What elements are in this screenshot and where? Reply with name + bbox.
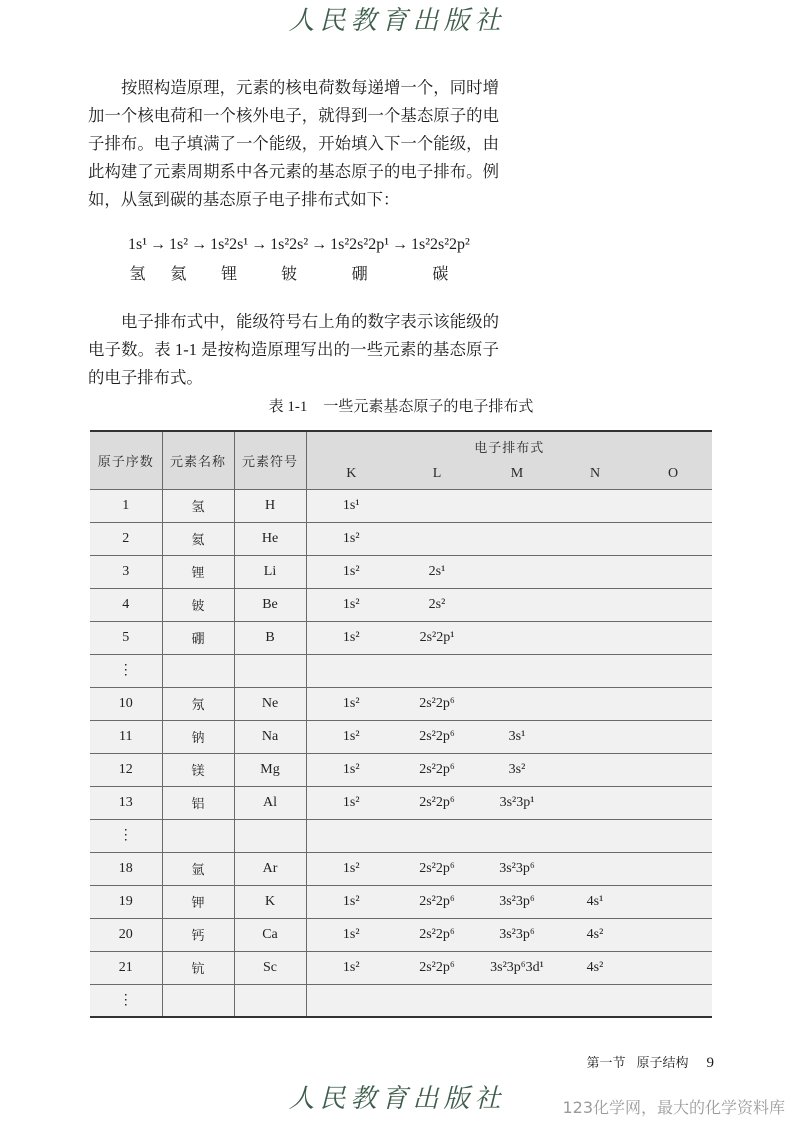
cell-atomic-number: 5 (90, 621, 162, 654)
cell-shell-m (478, 588, 556, 621)
configuration-term (169, 233, 188, 287)
cell-shell-m: 3s¹ (478, 720, 556, 753)
cell-shell-l (396, 489, 478, 522)
paragraph-line: 子排布。电子填满了一个能级，开始填入下一个能级，由 (88, 134, 499, 153)
cell-element-name: 硼 (162, 621, 234, 654)
cell-element-name: 氩 (162, 852, 234, 885)
cell-shell-k: 1s² (306, 687, 396, 720)
cell-atomic-number: ⋮ (90, 819, 162, 852)
table-row (90, 753, 712, 786)
configuration-formula: 1s¹ (128, 236, 148, 253)
cell-atomic-number: 18 (90, 852, 162, 885)
cell-shell-o (634, 885, 712, 918)
header-atomic-number: 原子序数 (90, 431, 162, 489)
paragraph-line: 加一个核电荷和一个核外电子，就得到一个基态原子的电 (88, 106, 499, 125)
header-shell-o: O (634, 460, 712, 489)
cell-shell-l: 2s²2p⁶ (396, 951, 478, 984)
cell-element-symbol (234, 819, 306, 852)
cell-shell-l: 2s²2p⁶ (396, 753, 478, 786)
cell-shell-l (396, 654, 478, 687)
right-arrow-icon: → (150, 236, 167, 253)
cell-element-name: 钾 (162, 885, 234, 918)
cell-shell-l: 2s²2p⁶ (396, 885, 478, 918)
cell-element-name: 镁 (162, 753, 234, 786)
cell-atomic-number: 11 (90, 720, 162, 753)
configuration-term (411, 233, 470, 287)
cell-element-symbol: Na (234, 720, 306, 753)
cell-shell-l (396, 984, 478, 1017)
configuration-term (128, 233, 147, 287)
cell-shell-n (556, 984, 634, 1017)
cell-element-name: 钠 (162, 720, 234, 753)
cell-shell-n (556, 687, 634, 720)
table-caption-text: 一些元素基态原子的电子排布式 (323, 399, 534, 415)
cell-shell-l (396, 522, 478, 555)
cell-shell-l: 2s² (396, 588, 478, 621)
table-row (90, 555, 712, 588)
table-row (90, 852, 712, 885)
cell-atomic-number: 21 (90, 951, 162, 984)
header-element-symbol: 元素符号 (234, 431, 306, 489)
watermark-text: 123化学网，最大的化学资料库 (562, 1098, 785, 1117)
cell-element-name (162, 819, 234, 852)
table-row (90, 786, 712, 819)
cell-shell-k: 1s² (306, 786, 396, 819)
footer-section-title: 原子结构 (636, 1055, 689, 1070)
paragraph-line: 按照构造原理，元素的核电荷数每递增一个，同时增 (121, 78, 499, 97)
cell-shell-o (634, 786, 712, 819)
cell-shell-k: 1s² (306, 852, 396, 885)
electron-configuration-table (90, 430, 712, 1018)
cell-shell-m: 3s²3p⁶ (478, 885, 556, 918)
cell-shell-o (634, 819, 712, 852)
cell-element-symbol: Ar (234, 852, 306, 885)
cell-shell-k: 1s² (306, 918, 396, 951)
cell-shell-m: 3s²3p⁶ (478, 852, 556, 885)
cell-shell-n (556, 786, 634, 819)
cell-atomic-number: 3 (90, 555, 162, 588)
cell-shell-o (634, 588, 712, 621)
cell-element-symbol: He (234, 522, 306, 555)
table-row (90, 720, 712, 753)
cell-shell-n (556, 621, 634, 654)
header-shell-k: K (306, 460, 396, 489)
intro-paragraph (88, 74, 499, 214)
cell-shell-l (396, 819, 478, 852)
header-shell-n: N (556, 460, 634, 489)
cell-shell-k: 1s² (306, 621, 396, 654)
cell-shell-m: 3s²3p⁶ (478, 918, 556, 951)
cell-shell-l: 2s²2p⁶ (396, 786, 478, 819)
paragraph-line: 的电子排布式。 (88, 368, 203, 387)
table-header-row (90, 431, 712, 460)
configuration-formula: 1s²2s²2p¹ (330, 236, 389, 253)
cell-shell-o (634, 621, 712, 654)
cell-shell-l: 2s²2p¹ (396, 621, 478, 654)
page-footer (586, 1052, 714, 1074)
right-arrow-icon: → (191, 236, 208, 253)
table-row (90, 621, 712, 654)
table-row (90, 819, 712, 852)
cell-shell-n: 4s² (556, 918, 634, 951)
cell-element-name (162, 654, 234, 687)
cell-shell-o (634, 555, 712, 588)
table-row (90, 885, 712, 918)
paragraph-line: 电子排布式中，能级符号右上角的数字表示该能级的 (121, 312, 499, 331)
element-name-label: 铍 (281, 266, 298, 283)
publisher-logo: 人民教育出版社 (288, 6, 506, 36)
cell-shell-o (634, 687, 712, 720)
cell-shell-o (634, 951, 712, 984)
cell-shell-l: 2s²2p⁶ (396, 687, 478, 720)
table-row (90, 918, 712, 951)
element-name-label: 锂 (221, 266, 238, 283)
cell-element-symbol: B (234, 621, 306, 654)
cell-element-symbol: Sc (234, 951, 306, 984)
cell-atomic-number: 20 (90, 918, 162, 951)
cell-shell-m: 3s² (478, 753, 556, 786)
cell-element-name: 钙 (162, 918, 234, 951)
element-name-label: 氢 (129, 266, 146, 283)
cell-element-symbol: Mg (234, 753, 306, 786)
cell-shell-k (306, 819, 396, 852)
cell-shell-n (556, 555, 634, 588)
cell-shell-k: 1s² (306, 588, 396, 621)
cell-element-symbol: Be (234, 588, 306, 621)
table-row (90, 588, 712, 621)
configuration-formula: 1s²2s¹ (210, 236, 249, 253)
table-row (90, 489, 712, 522)
cell-shell-m (478, 555, 556, 588)
table-row (90, 687, 712, 720)
cell-shell-m (478, 489, 556, 522)
table-row (90, 654, 712, 687)
cell-element-name: 铝 (162, 786, 234, 819)
cell-shell-n: 4s¹ (556, 885, 634, 918)
cell-atomic-number: 1 (90, 489, 162, 522)
cell-atomic-number: 12 (90, 753, 162, 786)
cell-shell-m (478, 984, 556, 1017)
cell-shell-m (478, 654, 556, 687)
table-caption (90, 395, 712, 419)
cell-element-name: 氢 (162, 489, 234, 522)
cell-shell-k: 1s² (306, 720, 396, 753)
cell-shell-n (556, 588, 634, 621)
cell-shell-k: 1s² (306, 885, 396, 918)
cell-element-symbol (234, 654, 306, 687)
configuration-formula: 1s² (169, 236, 189, 253)
cell-shell-o (634, 720, 712, 753)
header-element-name: 元素名称 (162, 431, 234, 489)
cell-shell-o (634, 984, 712, 1017)
cell-shell-o (634, 852, 712, 885)
table-caption-label: 表 1-1 (268, 399, 308, 415)
cell-shell-o (634, 918, 712, 951)
right-arrow-icon: → (251, 236, 268, 253)
cell-shell-o (634, 654, 712, 687)
explanation-paragraph (88, 308, 499, 392)
paragraph-line: 此构建了元素周期系中各元素的基态原子的电子排布。例 (88, 162, 499, 181)
cell-shell-m (478, 522, 556, 555)
cell-shell-n (556, 489, 634, 522)
cell-element-symbol (234, 984, 306, 1017)
element-name-label: 碳 (432, 266, 449, 283)
cell-atomic-number: 13 (90, 786, 162, 819)
cell-shell-m (478, 621, 556, 654)
cell-shell-k: 1s² (306, 753, 396, 786)
table-row (90, 984, 712, 1017)
cell-atomic-number: ⋮ (90, 654, 162, 687)
cell-element-symbol: Ca (234, 918, 306, 951)
cell-shell-m: 3s²3p¹ (478, 786, 556, 819)
cell-shell-l: 2s²2p⁶ (396, 852, 478, 885)
cell-element-name (162, 984, 234, 1017)
configuration-formula: 1s²2s²2p² (411, 236, 470, 253)
cell-atomic-number: ⋮ (90, 984, 162, 1017)
table-body (90, 489, 712, 1017)
cell-shell-m: 3s²3p⁶3d¹ (478, 951, 556, 984)
footer-section: 第一节 (586, 1055, 626, 1070)
paragraph-line: 电子数。表 1-1 是按构造原理写出的一些元素的基态原子 (88, 340, 499, 359)
cell-shell-o (634, 753, 712, 786)
cell-element-symbol: Ne (234, 687, 306, 720)
cell-element-symbol: H (234, 489, 306, 522)
configuration-formula: 1s²2s² (270, 236, 309, 253)
cell-shell-n (556, 522, 634, 555)
header-electron-configuration: 电子排布式 (306, 431, 712, 460)
cell-element-name: 锂 (162, 555, 234, 588)
cell-element-name: 氦 (162, 522, 234, 555)
cell-shell-l: 2s¹ (396, 555, 478, 588)
cell-shell-k: 1s¹ (306, 489, 396, 522)
element-name-label: 硼 (351, 266, 368, 283)
cell-shell-m (478, 819, 556, 852)
cell-shell-n: 4s² (556, 951, 634, 984)
cell-shell-n (556, 654, 634, 687)
cell-shell-k: 1s² (306, 522, 396, 555)
cell-element-name: 铍 (162, 588, 234, 621)
publisher-logo: 人民教育出版社 (288, 1084, 506, 1114)
cell-shell-n (556, 720, 634, 753)
cell-atomic-number: 19 (90, 885, 162, 918)
page-number: 9 (706, 1055, 714, 1071)
paragraph-line: 如，从氢到碳的基态原子电子排布式如下： (88, 190, 400, 209)
cell-shell-k: 1s² (306, 951, 396, 984)
cell-shell-o (634, 522, 712, 555)
cell-element-symbol: Al (234, 786, 306, 819)
right-arrow-icon: → (311, 236, 328, 253)
header-shell-m: M (478, 460, 556, 489)
table-row (90, 951, 712, 984)
cell-shell-m (478, 687, 556, 720)
configuration-term (210, 233, 248, 287)
cell-element-name: 钪 (162, 951, 234, 984)
configuration-term (270, 233, 308, 287)
cell-shell-o (634, 489, 712, 522)
cell-shell-n (556, 819, 634, 852)
cell-atomic-number: 4 (90, 588, 162, 621)
cell-shell-k (306, 984, 396, 1017)
cell-shell-k (306, 654, 396, 687)
right-arrow-icon: → (392, 236, 408, 253)
cell-shell-l: 2s²2p⁶ (396, 720, 478, 753)
cell-shell-l: 2s²2p⁶ (396, 918, 478, 951)
cell-element-symbol: Li (234, 555, 306, 588)
cell-shell-n (556, 852, 634, 885)
cell-shell-n (556, 753, 634, 786)
cell-atomic-number: 2 (90, 522, 162, 555)
configuration-term (330, 233, 389, 287)
table-row (90, 522, 712, 555)
header-shell-l: L (396, 460, 478, 489)
electron-configuration-sequence (128, 233, 470, 287)
cell-atomic-number: 10 (90, 687, 162, 720)
cell-shell-k: 1s² (306, 555, 396, 588)
cell-element-name: 氖 (162, 687, 234, 720)
cell-element-symbol: K (234, 885, 306, 918)
element-name-label: 氦 (170, 266, 187, 283)
